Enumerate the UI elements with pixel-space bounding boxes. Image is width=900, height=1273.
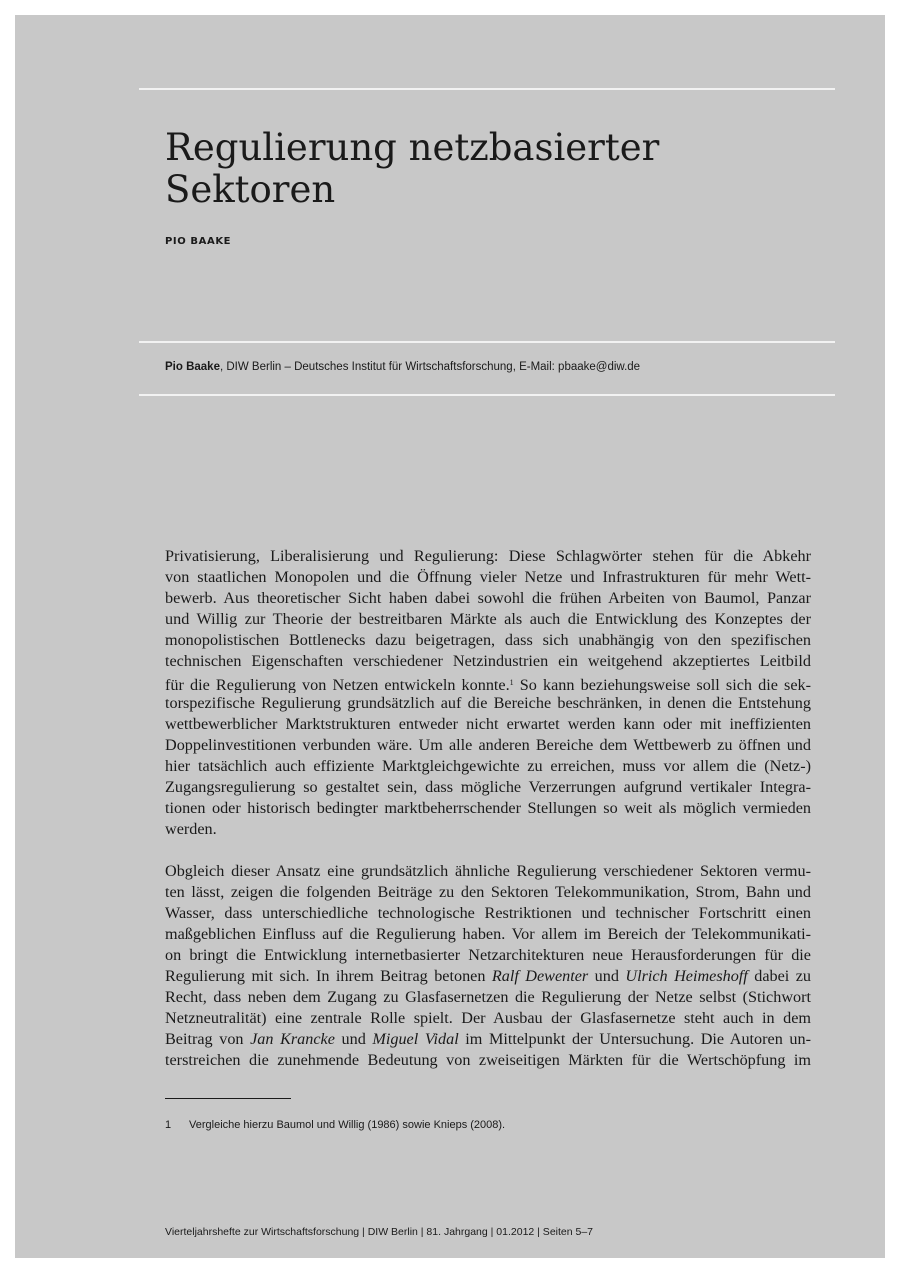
article-title: [165, 127, 805, 211]
text-line: Obgleich dieser Ansatz eine grundsätzlich ähnliche Regulierung verschiedener Sektoren vermu-: [165, 862, 811, 880]
text-line: maßgeblichen Einfluss auf die Regulierung haben. Vor allem im Bereich der Telekommunikati-: [165, 925, 811, 943]
text-segment: Beitrag von: [165, 1030, 251, 1048]
text-line: ten lässt, zeigen die folgenden Beiträge zu den Sektoren Telekommunikation, Strom, Bahn und: [165, 883, 811, 901]
author-affiliation: [165, 361, 640, 373]
title-line-1: Regulierung netzbasierter: [165, 126, 660, 169]
affiliation-top-rule: [139, 341, 835, 343]
text-line: von staatlichen Monopolen und die Öffnung vieler Netze und Infrastrukturen für mehr Wett-: [165, 568, 811, 586]
paragraph-1: [165, 546, 811, 840]
top-rule: [139, 88, 835, 90]
text-line: Zugangsregulierung so gestaltet sein, dass mögliche Verzerrungen aufgrund vertikaler Integra-: [165, 778, 811, 796]
text-line: terstreichen die zunehmende Bedeutung von zweiseitigen Märkten für die Wertschöpfung im: [165, 1051, 811, 1069]
text-line: wettbewerblicher Marktstrukturen entweder nicht erwartet werden kann oder mit ineffizienten: [165, 715, 811, 733]
text-line: [165, 1029, 811, 1050]
text-line: on bringt die Entwicklung internetbasierter Netzarchitekturen neue Herausforderungen für die: [165, 946, 811, 964]
affiliation-bottom-rule: [139, 394, 835, 396]
text-segment: dabei zu: [747, 967, 811, 985]
paragraph-2: [165, 861, 811, 1071]
page: [15, 15, 885, 1258]
text-segment: für die Regulierung von Netzen entwickeln konnte.: [165, 676, 510, 693]
text-line: Privatisierung, Liberalisierung und Regulierung: Diese Schlagwörter stehen für die Abkehr: [165, 547, 811, 565]
text-line: tionen oder historisch bedingter marktbeherrschender Stellungen so weit als möglich vermieden: [165, 799, 811, 817]
text-line: [165, 672, 811, 693]
text-segment: und: [334, 1030, 373, 1048]
author-name: PIO BAAKE: [165, 236, 232, 247]
text-line: Doppelinvestitionen verbunden wäre. Um alle anderen Bereiche dem Wettbewerb zu öffnen und: [165, 736, 811, 754]
text-line: monopolistischen Bottlenecks dazu beigetragen, dass sich unabhängig von den spezifischen: [165, 631, 811, 649]
author-reference: Miguel Vidal: [372, 1030, 459, 1048]
text-line: [165, 966, 811, 987]
text-line: und Willig zur Theorie der bestreitbaren Märkte als auch die Entwicklung des Konzeptes der: [165, 610, 811, 628]
affiliation-name: Pio Baake: [165, 361, 220, 373]
text-line: bewerb. Aus theoretischer Sicht haben dabei sowohl die frühen Arbeiten von Baumol, Panzar: [165, 589, 811, 607]
footnote-marker: 1: [509, 678, 514, 687]
affiliation-details: , DIW Berlin – Deutsches Institut für Wirtschaftsforschung, E-Mail: pbaake@diw.de: [219, 361, 641, 373]
text-line: torspezifische Regulierung grundsätzlich auf die Bereiche beschränken, in denen die Entstehung: [165, 694, 811, 712]
footnote-text: Vergleiche hierzu Baumol und Willig (1986) sowie Knieps (2008).: [189, 1119, 506, 1131]
author-reference: Ulrich Heimeshoff: [625, 967, 748, 985]
title-line-2: Sektoren: [165, 168, 336, 211]
text-line: hier tatsächlich auch effiziente Marktgleichgewichte zu erreichen, muss vor allem die (Netz-): [165, 757, 811, 775]
footnote-separator: [165, 1098, 291, 1099]
text-segment: So kann beziehungsweise soll sich die sek-: [513, 676, 811, 693]
text-line: Recht, dass neben dem Zugang zu Glasfasernetzen die Regulierung der Netze selbst (Stichwort: [165, 988, 811, 1006]
text-line: Wasser, dass unterschiedliche technologische Restriktionen und technischer Fortschritt einen: [165, 904, 811, 922]
text-segment: Regulierung mit sich. In ihrem Beitrag betonen: [165, 967, 492, 985]
text-line: technischen Eigenschaften verschiedener Netzindustrien ein weitgehend akzeptiertes Leitbild: [165, 652, 811, 670]
footnote: [165, 1119, 505, 1131]
text-segment: im Mittelpunkt der Untersuchung. Die Autoren un-: [458, 1030, 811, 1048]
text-segment: und: [588, 967, 626, 985]
text-line: Netzneutralität) eine zentrale Rolle spielt. Der Ausbau der Glasfasernetze steht auch in dem: [165, 1009, 811, 1027]
author-reference: Jan Krancke: [250, 1030, 335, 1048]
footnote-number: 1: [165, 1119, 172, 1131]
page-footer: Vierteljahrshefte zur Wirtschaftsforschung | DIW Berlin | 81. Jahrgang | 01.2012 | Seiten 5–7: [165, 1226, 594, 1238]
text-line: werden.: [165, 820, 217, 838]
author-reference: Ralf Dewenter: [491, 967, 589, 985]
